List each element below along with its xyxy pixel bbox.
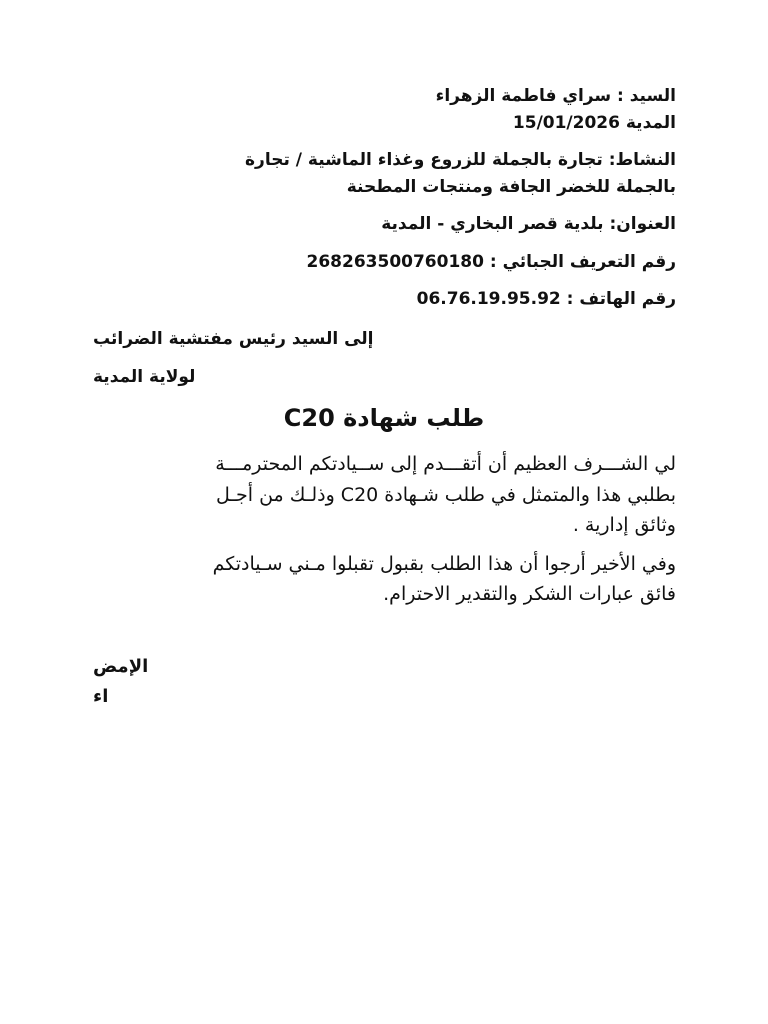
recipient-line-1: إلى السيد رئيس مفتشية الضرائب (93, 329, 374, 349)
letter-date: المدية 15/01/2026 (512, 113, 676, 133)
address-line: العنوان: بلدية قصر البخاري - المدية (381, 214, 676, 234)
body-p2-line-1: وفي الأخير أرجوا أن هذا الطلب بقبول تقبلوا مـني سـيادتكم (212, 553, 676, 575)
body-p2-line-2: فائق عبارات الشكر والتقدير الاحترام. (383, 583, 676, 605)
phone-line: رقم الهاتف : 06.76.19.95.92 (416, 289, 676, 309)
signature-line-1: الإمض (93, 656, 149, 677)
activity-line-2: بالجملة للخضر الجافة ومنتجات المطحنة (346, 177, 676, 197)
body-p1-line-2: بطلبي هذا والمتمثل في طلب شـهادة C20 وذلـك من أجـل (216, 484, 676, 506)
tax-id-line: رقم التعريف الجبائي : 268263500760180 (306, 252, 676, 272)
body-p1-line-1: لي الشـــرف العظيم أن أتقـــدم إلى ســيادتكم المحترمـــة (215, 453, 676, 475)
body-p1-line-3: وثائق إدارية . (572, 514, 676, 536)
recipient-line-2: لولاية المدية (93, 367, 196, 387)
signature-line-2: اء (93, 686, 109, 707)
subject-title: طلب شهادة C20 (283, 404, 485, 432)
sender-name: السيد : سراي فاطمة الزهراء (435, 86, 676, 106)
activity-line-1: النشاط: تجارة بالجملة للزروع وغذاء الماشية / تجارة (245, 150, 676, 170)
